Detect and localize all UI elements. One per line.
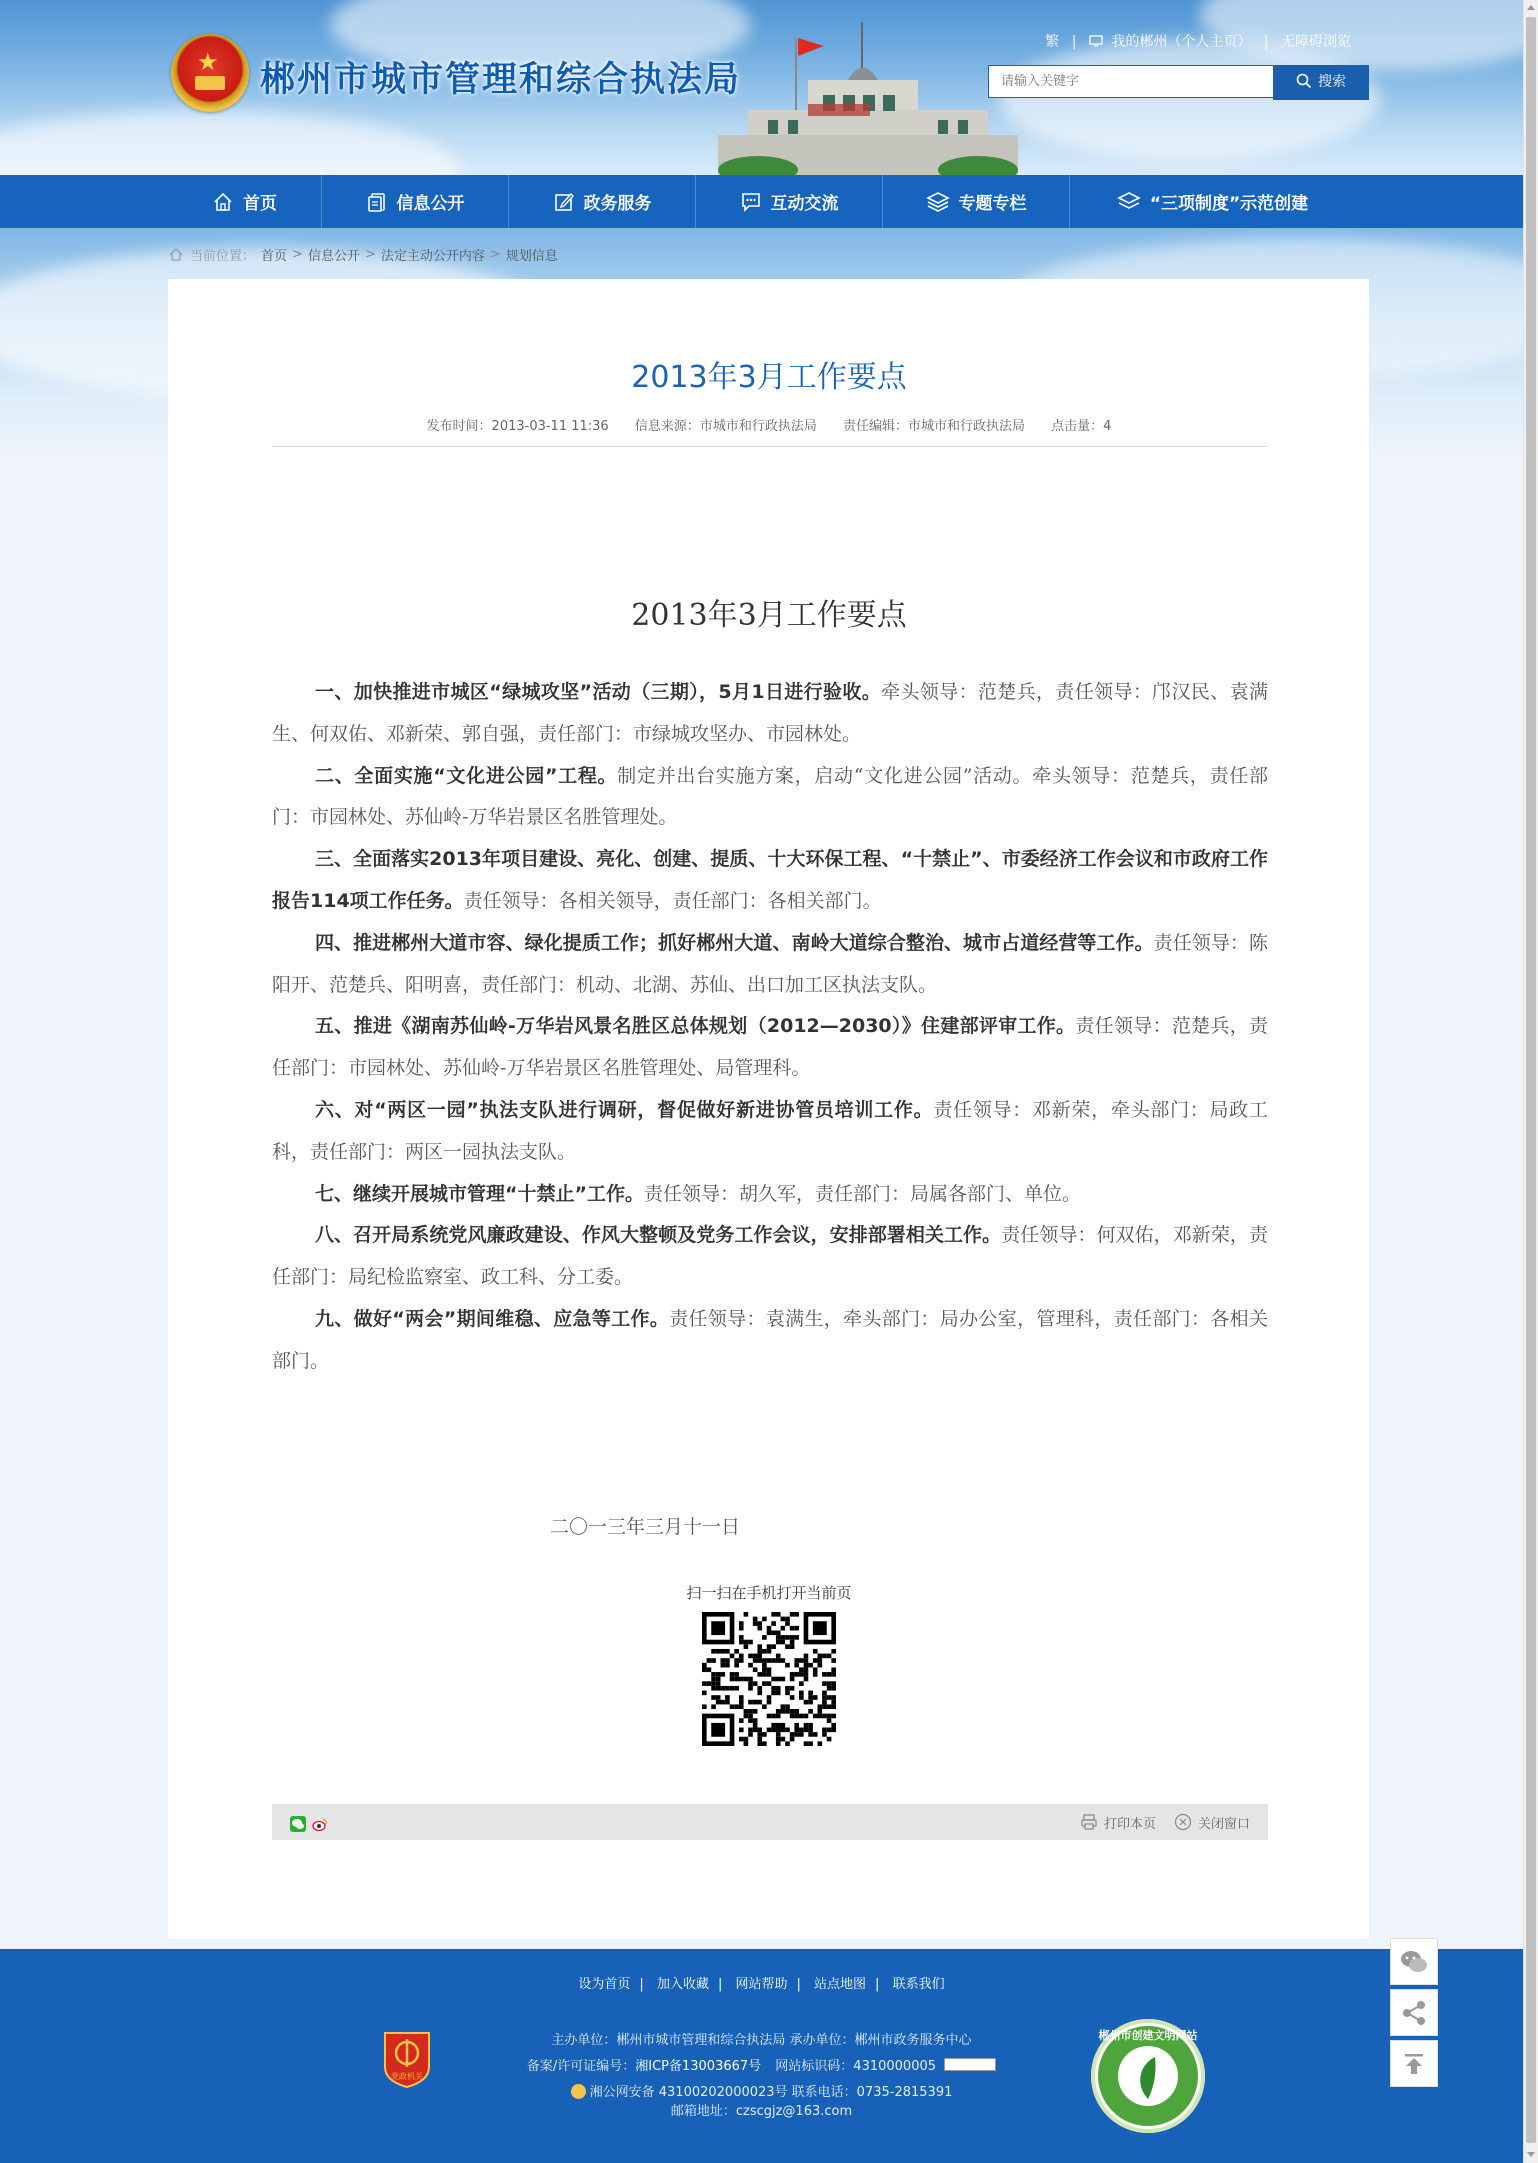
- qr-label: 扫一扫在手机打开当前页: [686, 1584, 852, 1602]
- footer-link-contact[interactable]: 联系我们: [892, 1977, 945, 1992]
- article-body: [272, 672, 1268, 1383]
- site-title[interactable]: 郴州市城市管理和综合执法局: [260, 60, 742, 100]
- scroll-up-arrow-icon[interactable]: [1527, 5, 1535, 10]
- close-icon: [1174, 1813, 1192, 1831]
- document-icon: [366, 191, 388, 213]
- breadcrumb-info-public[interactable]: 信息公开: [307, 249, 360, 264]
- wechat-float-button[interactable]: [1390, 1938, 1438, 1985]
- svg-text:郴州市创建文明网站: 郴州市创建文明网站: [1098, 2029, 1198, 2042]
- paragraph: 七、继续开展城市管理“十禁止”工作。责任领导：胡久军，责任部门：局属各部门、单位。: [315, 1182, 1081, 1205]
- scroll-thumb[interactable]: [1526, 17, 1536, 2143]
- home-icon: [212, 191, 234, 213]
- arrow-up-icon: [1401, 2051, 1427, 2077]
- wechat-share-icon[interactable]: [290, 1816, 306, 1836]
- share-float-button[interactable]: [1390, 1989, 1438, 2036]
- nav-three-systems[interactable]: “三项制度”示范创建: [1070, 175, 1355, 228]
- edit-icon: [553, 191, 575, 213]
- police-badge-icon: [571, 2084, 586, 2099]
- footer-sponsor: 主办单位：郴州市城市管理和综合执法局 承办单位：郴州市政务服务中心: [551, 2033, 972, 2048]
- weibo-share-icon[interactable]: [312, 1816, 328, 1836]
- breadcrumb-planning[interactable]: 规划信息: [505, 249, 558, 264]
- paragraph: 四、推进郴州大道市容、绿化提质工作；抓好郴州大道、南岭大道综合整治、城市占道经营等工作。责任领导：陈阳开、范楚兵、阳明喜，责任部门：机动、北湖、苏仙、出口加工区执法支队。: [272, 931, 1268, 996]
- footer: [0, 1949, 1523, 2163]
- nav-home[interactable]: 首页: [168, 175, 322, 228]
- nav-interaction[interactable]: 互动交流: [696, 175, 883, 228]
- header-banner: [0, 0, 1523, 175]
- layers-icon: [926, 191, 950, 213]
- footer-police-record: 湘公网安备 43100202000023号 联系电话：0735-2815391: [0, 2081, 1523, 2100]
- document-heading: 2013年3月工作要点: [631, 598, 907, 633]
- print-button[interactable]: 打印本页: [1080, 1813, 1156, 1832]
- printer-icon: [1080, 1813, 1098, 1831]
- monitor-icon: [1089, 34, 1107, 50]
- svg-text:党政机关: 党政机关: [391, 2072, 423, 2081]
- paragraph: 三、全面落实2013年项目建设、亮化、创建、提质、十大环保工程、“十禁止”、市委经济工作会议和市政府工作报告114项工作任务。责任领导：各相关领导，责任部门：各相关部门。: [272, 848, 1268, 912]
- info-source: 信息来源：市城市和行政执法局: [634, 419, 817, 434]
- scroll-down-arrow-icon[interactable]: [1527, 2152, 1535, 2157]
- paragraph: 一、加快推进市城区“绿城攻坚”活动（三期），5月1日进行验收。牵头领导：范楚兵，责任领导：邝汉民、袁满生、何双佑、邓新荣、郭自强，责任部门：市绿城攻坚办、市园林处。: [272, 681, 1268, 745]
- government-building-illustration: [688, 20, 1028, 175]
- divider: [272, 446, 1268, 447]
- footer-icp: 备案/许可证编号：湘ICP备13003667号 网站标识码：4310000005: [0, 2055, 1523, 2074]
- paragraph: 八、召开局系统党风廉政建设、作风大整顿及党务工作会议，安排部署相关工作。责任领导：何双佑，邓新荣，责任部门：局纪检监察室、政工科、分工委。: [272, 1224, 1268, 1289]
- share-icon: [1400, 1999, 1428, 2027]
- back-to-top-button[interactable]: [1390, 2040, 1438, 2087]
- vertical-scrollbar[interactable]: [1523, 0, 1538, 2163]
- paragraph: 二、全面实施“文化进公园”工程。制定并出台实施方案，启动“文化进公园”活动。牵头领导：范楚兵，责任部门：市园林处、苏仙岭-万华岩景区名胜管理处。: [272, 764, 1268, 829]
- top-links: 繁 | 我的郴州（个人主页） | 无障碍浏览: [1045, 34, 1351, 50]
- publish-time: 发布时间：2013-03-11 11:36: [426, 419, 609, 434]
- breadcrumb-prefix: 当前位置：: [190, 249, 256, 264]
- nav-special-topics[interactable]: 专题专栏: [883, 175, 1070, 228]
- click-count: 点击量：4: [1051, 419, 1112, 434]
- share-bar: [272, 1804, 1268, 1840]
- breadcrumb-home[interactable]: 首页: [261, 249, 288, 264]
- footer-link-sitemap[interactable]: 站点地图: [814, 1977, 867, 1992]
- search-icon: [1296, 73, 1312, 89]
- my-chenzhou-link[interactable]: 我的郴州（个人主页）: [1111, 34, 1252, 50]
- nav-info-public[interactable]: 信息公开: [322, 175, 509, 228]
- responsible-editor: 责任编辑：市城市和行政执法局: [843, 419, 1026, 434]
- paragraph: 九、做好“两会”期间维稳、应急等工作。责任领导：袁满生，牵头部门：局办公室，管理科，责任部门：各相关部门。: [272, 1307, 1268, 1372]
- footer-link-help[interactable]: 网站帮助: [735, 1977, 788, 1992]
- stack-icon: [1117, 191, 1141, 213]
- article-meta: [0, 415, 1538, 434]
- document-date: 二〇一三年三月十一日: [550, 1516, 741, 1538]
- close-window-button[interactable]: 关闭窗口: [1174, 1813, 1250, 1832]
- chat-icon: [740, 191, 762, 213]
- civilized-website-badge-icon[interactable]: [1091, 2019, 1205, 2133]
- search-button[interactable]: 搜索: [1273, 65, 1369, 100]
- home-icon: [168, 247, 184, 262]
- wechat-icon: [1399, 1949, 1429, 1975]
- article-title: 2013年3月工作要点: [631, 360, 907, 395]
- footer-link-favorite[interactable]: 加入收藏: [656, 1977, 709, 1992]
- nav-gov-services[interactable]: 政务服务: [509, 175, 696, 228]
- floating-toolbar: [1390, 1938, 1438, 2091]
- footer-email: 邮箱地址：czscgjz@163.com: [670, 2104, 853, 2119]
- breadcrumb: 当前位置： 首页 > 信息公开 > 法定主动公开内容 > 规划信息: [168, 245, 558, 264]
- paragraph: 五、推进《湖南苏仙岭-万华岩风景名胜区总体规划（2012—2030）》住建部评审工作。责任领导：范楚兵，责任部门：市园林处、苏仙岭-万华岩景区名胜管理处、局管理科。: [272, 1015, 1268, 1080]
- search-input[interactable]: [988, 65, 1275, 98]
- footer-link-set-homepage[interactable]: 设为首页: [578, 1977, 631, 1992]
- footer-links: 设为首页 | 加入收藏 | 网站帮助 | 站点地图 | 联系我们: [578, 1977, 945, 1992]
- site-code-badge-icon: [944, 2058, 996, 2071]
- breadcrumb-statutory[interactable]: 法定主动公开内容: [380, 249, 485, 264]
- qr-code: [702, 1612, 836, 1746]
- main-nav: [0, 175, 1523, 228]
- icp-link[interactable]: 湘ICP备13003667号: [635, 2059, 762, 2074]
- accessibility-link[interactable]: 无障碍浏览: [1281, 34, 1351, 50]
- paragraph: 六、对“两区一园”执法支队进行调研，督促做好新进协管员培训工作。责任领导：邓新荣，牵头部门：局政工科，责任部门：两区一园执法支队。: [272, 1098, 1268, 1163]
- traditional-chinese-link[interactable]: 繁: [1045, 34, 1060, 50]
- national-emblem-icon: ★: [171, 34, 249, 112]
